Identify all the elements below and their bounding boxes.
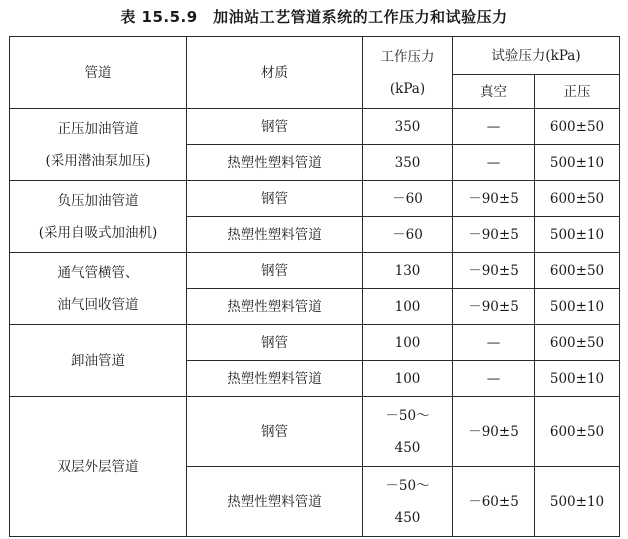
- working-pressure-line: 100: [394, 334, 421, 351]
- table-row: [10, 181, 620, 217]
- header-vacuum: 真空: [453, 75, 535, 109]
- positive-test-cell: 600±50: [535, 109, 620, 145]
- pressure-table: [9, 36, 620, 537]
- pipeline-name-line: 双层外层管道: [57, 458, 139, 475]
- material-cell: 热塑性塑料管道: [187, 361, 363, 397]
- table-row: [10, 325, 620, 361]
- header-material: 材质: [187, 37, 363, 109]
- positive-test-cell: 600±50: [535, 397, 620, 467]
- table-body: [10, 37, 620, 537]
- working-pressure-line: －60: [392, 226, 423, 243]
- pipeline-name-line: 卸油管道: [71, 352, 125, 369]
- working-pressure-line: 450: [394, 439, 421, 456]
- working-pressure-cell: [363, 145, 453, 181]
- pipeline-name-cell: [10, 325, 187, 397]
- working-pressure-line: 450: [394, 509, 421, 526]
- vacuum-test-cell: －90±5: [453, 289, 535, 325]
- pipeline-name-line: 正压加油管道: [57, 120, 139, 137]
- vacuum-test-cell: －90±5: [453, 253, 535, 289]
- pipeline-name-cell: [10, 397, 187, 537]
- positive-test-cell: 500±10: [535, 145, 620, 181]
- table-row: [10, 109, 620, 145]
- working-pressure-cell: [363, 253, 453, 289]
- vacuum-test-cell: －90±5: [453, 217, 535, 253]
- working-pressure-cell: [363, 397, 453, 467]
- vacuum-test-cell: —: [453, 145, 535, 181]
- working-pressure-cell: [363, 467, 453, 537]
- material-cell: 钢管: [187, 325, 363, 361]
- pipeline-name-line: 油气回收管道: [57, 296, 139, 313]
- table-row: [10, 253, 620, 289]
- pipeline-name-cell: [10, 109, 187, 181]
- table-row: [10, 397, 620, 467]
- pipeline-name-cell: [10, 181, 187, 253]
- material-cell: 钢管: [187, 109, 363, 145]
- material-cell: 钢管: [187, 397, 363, 467]
- header-working-pressure-unit: (kPa): [389, 80, 426, 97]
- material-cell: 热塑性塑料管道: [187, 467, 363, 537]
- header-pipeline: 管道: [10, 37, 187, 109]
- vacuum-test-cell: —: [453, 361, 535, 397]
- pipeline-name-line: (采用自吸式加油机): [38, 224, 158, 241]
- vacuum-test-cell: －60±5: [453, 467, 535, 537]
- working-pressure-line: －60: [392, 190, 423, 207]
- pipeline-name-line: (采用潜油泵加压): [45, 152, 151, 169]
- working-pressure-line: －50～: [385, 477, 430, 494]
- pipeline-name-line: 负压加油管道: [57, 192, 139, 209]
- header-working-pressure-line: 工作压力: [380, 48, 435, 65]
- working-pressure-cell: [363, 109, 453, 145]
- pipeline-name-cell: [10, 253, 187, 325]
- positive-test-cell: 600±50: [535, 181, 620, 217]
- header-test-pressure: 试验压力(kPa): [453, 37, 620, 75]
- working-pressure-cell: [363, 217, 453, 253]
- vacuum-test-cell: —: [453, 325, 535, 361]
- working-pressure-cell: [363, 325, 453, 361]
- positive-test-cell: 600±50: [535, 253, 620, 289]
- vacuum-test-cell: －90±5: [453, 397, 535, 467]
- working-pressure-line: 100: [394, 370, 421, 387]
- working-pressure-line: 350: [394, 154, 421, 171]
- vacuum-test-cell: －90±5: [453, 181, 535, 217]
- working-pressure-line: 130: [394, 262, 421, 279]
- positive-test-cell: 500±10: [535, 289, 620, 325]
- header-working-pressure: [363, 37, 453, 109]
- table-caption: 表 15.5.9 加油站工艺管道系统的工作压力和试验压力: [120, 8, 508, 26]
- positive-test-cell: 500±10: [535, 217, 620, 253]
- working-pressure-line: 100: [394, 298, 421, 315]
- working-pressure-line: －50～: [385, 407, 430, 424]
- material-cell: 热塑性塑料管道: [187, 145, 363, 181]
- header-positive: 正压: [535, 75, 620, 109]
- header-row: [10, 37, 620, 75]
- positive-test-cell: 600±50: [535, 325, 620, 361]
- material-cell: 热塑性塑料管道: [187, 289, 363, 325]
- working-pressure-line: 350: [394, 118, 421, 135]
- pipeline-name-line: 通气管横管、: [57, 264, 139, 281]
- positive-test-cell: 500±10: [535, 361, 620, 397]
- working-pressure-cell: [363, 181, 453, 217]
- material-cell: 钢管: [187, 181, 363, 217]
- vacuum-test-cell: —: [453, 109, 535, 145]
- material-cell: 热塑性塑料管道: [187, 217, 363, 253]
- positive-test-cell: 500±10: [535, 467, 620, 537]
- working-pressure-cell: [363, 289, 453, 325]
- material-cell: 钢管: [187, 253, 363, 289]
- working-pressure-cell: [363, 361, 453, 397]
